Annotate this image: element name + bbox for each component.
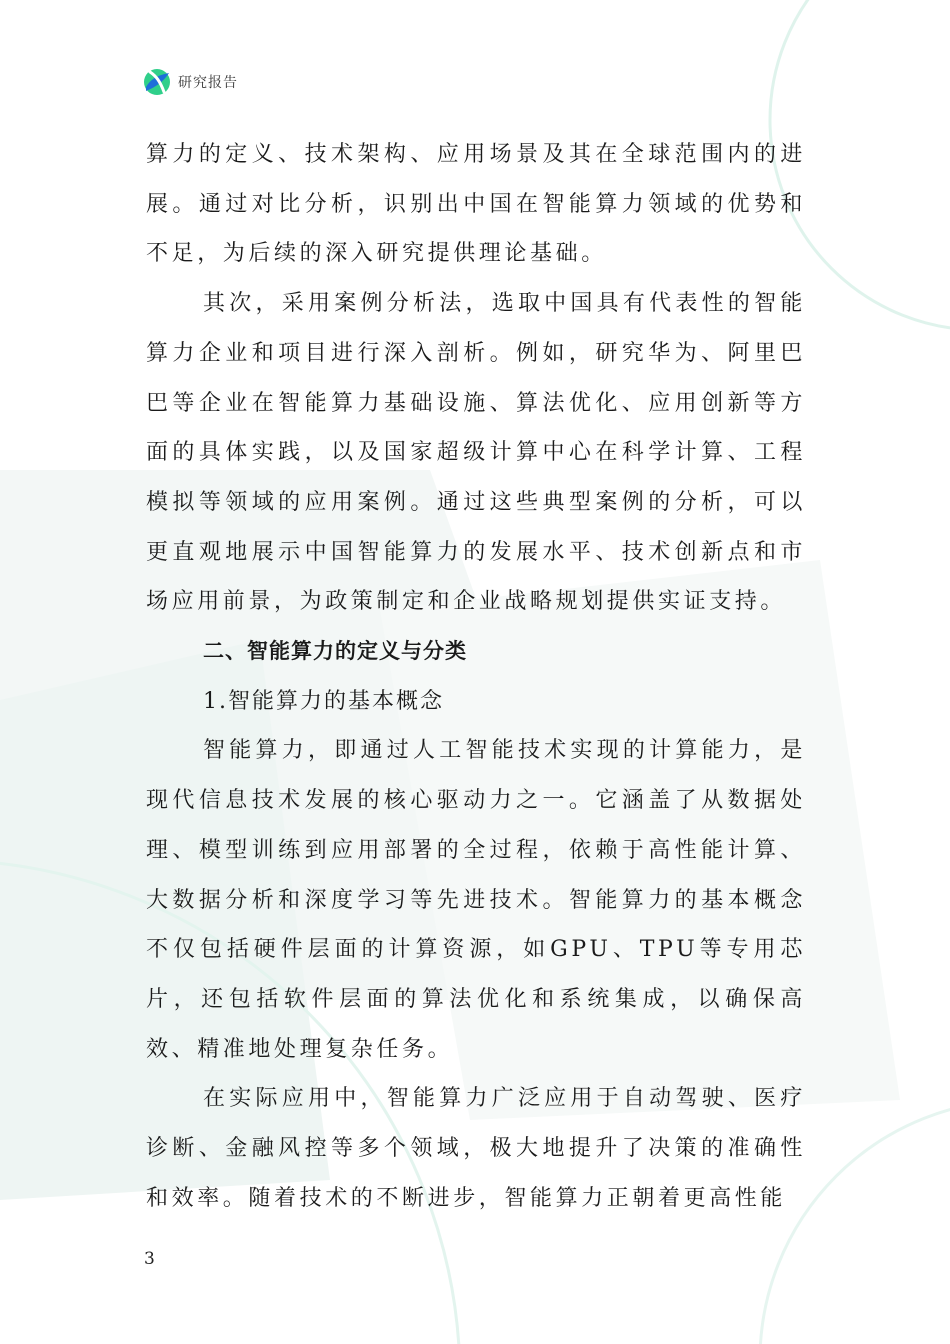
page-header [142, 66, 238, 98]
body-paragraph: 智能算力，即通过人工智能技术实现的计算能力，是现代信息技术发展的核心驱动力之一。它涵盖了从数据处理、模型训练到应用部署的全过程，依赖于高性能计算、大数据分析和深度学习等先进技术。智能算力的基本概念不仅包括硬件层面的计算资源，如GPU、TPU等专用芯片，还包括软件层面的算法优化和系统集成，以确保高效、精准地处理复杂任务。 [146, 738, 806, 1062]
page-number: 3 [144, 1249, 155, 1269]
body-paragraph: 其次，采用案例分析法，选取中国具有代表性的智能算力企业和项目进行深入剖析。例如，研究华为、阿里巴巴等企业在智能算力基础设施、算法优化、应用创新等方面的具体实践，以及国家超级计算中心在科学计算、工程模拟等领域的应用案例。通过这些典型案例的分析，可以更直观地展示中国智能算力的发展水平、技术创新点和市场应用前景，为政策制定和企业战略规划提供实证支持。 [146, 291, 806, 615]
body-paragraph: 算力的定义、技术架构、应用场景及其在全球范围内的进展。通过对比分析，识别出中国在智能算力领域的优势和不足，为后续的深入研究提供理论基础。 [146, 142, 806, 267]
body-paragraph: 在实际应用中，智能算力广泛应用于自动驾驶、医疗诊断、金融风控等多个领域，极大地提升了决策的准确性和效率。随着技术的不断进步，智能算力正朝着更高性能 [146, 1086, 806, 1211]
report-logo-icon [142, 67, 172, 97]
document-body [146, 130, 806, 1223]
section-heading: 二、智能算力的定义与分类 [203, 639, 467, 664]
header-label: 研究报告 [178, 75, 238, 91]
subsection-heading: 1.智能算力的基本概念 [203, 688, 444, 714]
